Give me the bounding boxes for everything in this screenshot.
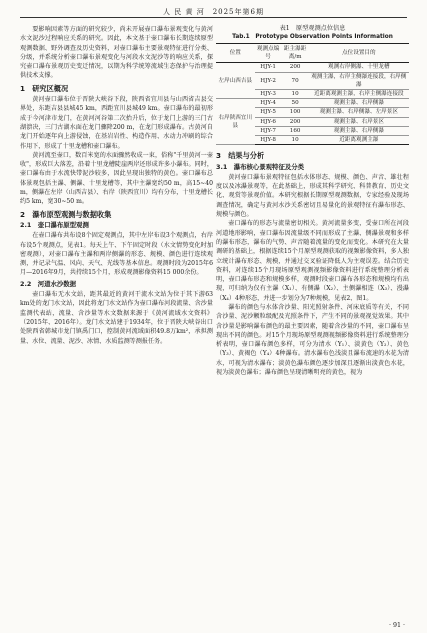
cell-distance: 100 xyxy=(282,108,309,117)
cell-distance: 10 xyxy=(282,90,309,99)
cell-point-id: HJY-4 xyxy=(255,99,282,108)
section-2-heading: 2 瀑布原型观测与数据收集 xyxy=(20,209,112,219)
cell-distance: 200 xyxy=(282,117,309,126)
section-3-1-paragraph-2: 壶口瀑布的形态与流量密切相关。黄河流量多变，受壶口所在河段河道地形影响，壶口瀑布因流量级不同而形成了主瀑、侧瀑景观和多样的瀑布形态，瀑布的气势、声音随着流量的变化而变化。本研究在大量调研的基础上，根据连续15个月原型观测获取的视频影像资料，多人独立统计瀑布形态、规模，并通过交叉验证降低人为主观误差。结合历史资料，对连续15个月现场原型观测视频影像资料进行系统整理分析表明，壶口瀑布形态和规模多样，观测时段壶口瀑布各形态和规模均有出现，可归纳为仅有主瀑（X₁）、有侧瀑（X₂）、主侧瀑相连（X₃）、漫瀑（X₄）4种形态，并进一步划分为7种规模，见表2、图1。 xyxy=(216,220,409,302)
section-1-paragraph-2: 黄河流至壶口，数百米宽的水面骤然收成一束，俗称"千里黄河一壶收"，形成巨大落差，沿着十里龙槽陡崖两岸还形成许多小瀑布。同时，壶口瀑布由于水流快带泥沙较多，因此呈现出独特的黄色。壶口瀑布总体景观包括主瀑、侧瀑、十里龙槽等，其中主瀑宽约50 m，高15~40 m，侧瀑在左岸（山西吉县）、右岸（陕西宜川）均有分布，十里龙槽长约5 km，宽30~50 m。 xyxy=(20,151,213,206)
journal-title: 人 民 黄 河 2025年第6期 xyxy=(163,8,264,16)
table-header-row xyxy=(216,44,409,63)
cell-purpose: 观测主瀑、右岸景区 xyxy=(309,117,409,126)
section-1-heading: 1 研究区概况 xyxy=(20,83,69,93)
cell-point-id: HJY-7 xyxy=(255,126,282,135)
section-2-2-heading: 2.2 河道水沙数据 xyxy=(20,279,77,288)
cell-point-id: HJY-6 xyxy=(255,117,282,126)
cell-distance: 10 xyxy=(282,136,309,145)
section-3-1-paragraph-1: 黄河壶口瀑布景观特征包括水体形态、规模、颜色、声音、雄壮程度以及冰瀑景观等，在此基础上，形成其科学研究、科普教育、历史文化、观赏等景观价值。本研究根据长期原型观测数据，专家经验及现场调查情况，确定与黄河水沙关系密切且易量化的景观特征有瀑布形态、规模与颜色。 xyxy=(216,173,409,219)
observation-points-table xyxy=(216,43,409,145)
left-column xyxy=(20,25,213,346)
table-title-en: Tab.1 Prototype Observation Points Information xyxy=(232,34,393,40)
cell-purpose: 近距离观测主瀑，右岸主侧瀑连接段 xyxy=(309,90,409,99)
page-header xyxy=(0,0,427,20)
cell-point-id: HJY-3 xyxy=(255,90,282,99)
cell-purpose: 近距离观测主瀑 xyxy=(309,136,409,145)
cell-purpose: 观测主瀑、右岸侧瀑 xyxy=(309,99,409,108)
section-2-1-paragraph: 在壶口瀑布共布设8个固定观测点，其中左岸布设3个观测点，右岸布设5个观测点，见表1。每天上午、下午固定时段（水文情势变化时加密观测），对壶口瀑布主瀑和两岸侧瀑的形态、规模、颜色进行连续观测，并记录气温、风向、天气、光线等基本信息。观测时段为2015年6月—2016年9月，共持续15个月，形成观测影像资料15 000余份。 xyxy=(20,232,213,277)
table-row xyxy=(216,63,409,72)
table-title-cn: 表1 原型观测点位信息 xyxy=(279,25,346,32)
cell-purpose: 观测主瀑，右岸主侧瀑连接段，右岸侧瀑 xyxy=(309,72,409,89)
cell-purpose: 观测右岸侧瀑、十里龙槽 xyxy=(309,63,409,72)
right-column xyxy=(216,25,409,377)
intro-paragraph: 要影响因素等方面的研究较少，尚未开展壶口瀑布景观变化与黄河水文泥沙过程响应关系的研究。因此，本文基于壶口瀑布长期连续原型观测数据、野外调查及历史资料，对壶口瀑布主要景观特征进行分类、分级，并系统分析壶口瀑布景观变化与河段水文泥沙等的响应关系，探究壶口瀑布景观历史变迁情况，以期为科学统筹流域生态保护与治理提供技术支撑。 xyxy=(20,26,213,80)
header-point-id: 观测点编号 xyxy=(255,44,282,63)
cell-position-right-bank: 右岸陕西宜川县 xyxy=(216,99,255,145)
cell-position-left-bank: 左岸山西吉县 xyxy=(216,63,255,99)
table-row xyxy=(216,99,409,108)
cell-point-id: HJY-1 xyxy=(255,63,282,72)
section-3-1-heading: 3.1 瀑布核心景观特征及分类 xyxy=(216,162,305,171)
page-number: · 91 · xyxy=(388,622,405,629)
section-2-2-paragraph: 壶口瀑布无水文站，距其最近的黄河干流水文站为位于其下游63 km处的龙门水文站，因此将龙门水文站作为壶口瀑布河段流量、含沙量监测代表站，流量、含沙量等水文数据来源于《黄河流域水文资料》（2015年、2016年）。龙门水文站建于1934年，位于晋陕大峡谷出口处陕西省韩城市龙门镇禹门口，控制黄河流域面积49.8万km²，承担测量、水位、流量、泥沙、冰情、水质监测等测报任务。 xyxy=(20,291,213,345)
cell-distance: 200 xyxy=(282,63,309,72)
section-2-1-heading: 2.1 壶口瀑布原型观测 xyxy=(20,220,89,229)
cell-distance: 50 xyxy=(282,99,309,108)
section-1-paragraph-1: 黄河壶口瀑布位于晋陕大峡谷下段，陕西省宜川县与山西省吉县交界处，东距吉县县城45 km，西距宜川县城49 km。壶口瀑布的最初形成于今河津市龙门，在黄河河谷第二次抬升后，位于龙门上游的三门古湖溃决，三门古湖水面在龙门骤降200 m，在龙门形成瀑布。古黄河自龙门开始逐年向上游侵蚀，在基岩岩性、构造作用、水动力冲刷的综合作用下，形成了十里龙槽和壶口瀑布。 xyxy=(20,96,213,150)
cell-purpose: 观测主瀑、右岸侧瀑、左岸景区 xyxy=(309,108,409,117)
header-position: 位置 xyxy=(216,44,255,63)
cell-point-id: HJY-5 xyxy=(255,108,282,117)
header-purpose: 点位设置目的 xyxy=(309,44,409,63)
cell-point-id: HJY-8 xyxy=(255,136,282,145)
cell-distance: 70 xyxy=(282,72,309,89)
section-3-heading: 3 结果与分析 xyxy=(216,151,265,161)
cell-point-id: HJY-2 xyxy=(255,72,282,89)
cell-distance: 160 xyxy=(282,126,309,135)
cell-purpose: 观测主瀑、右岸侧瀑 xyxy=(309,126,409,135)
header-distance: 距主瀑距离/m xyxy=(282,44,309,63)
header-rule xyxy=(20,17,407,18)
section-3-1-paragraph-3: 瀑布的颜色与水体含沙量、阳光照射条件、河床底质等有关，不同含沙量、泥沙颗粒级配及光照条件下，产生不同的景观视觉效果。其中含沙量是影响瀑布颜色的最主要因素，随着含沙量的不同，壶口瀑布呈现出不同的颜色。对15个月现场原型观测视频影像资料进行系统整理分析表明，壶口瀑布颜色多样，可分为清水（Y₁）、淡黄色（Y₂）、黄色（Y₃）、黄褐色（Y₄）4种瀑布。清水瀑布色浅淡且瀑布流速的水花为清水，可视为清水瀑布；淡黄色瀑布颜色逐步加深且逐渐出淡黄色水花，视为淡黄色瀑布；瀑布颜色呈现清晰明亮的黄色，视为 xyxy=(216,303,409,377)
